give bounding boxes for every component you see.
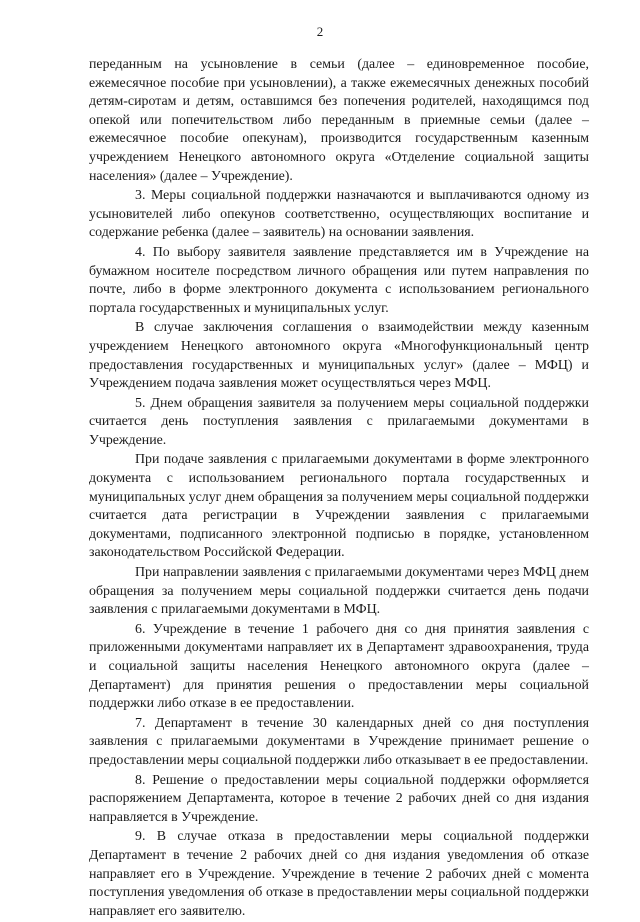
paragraph-continuation: переданным на усыновление в семьи (далее – единовременное пособие, ежемесячное пособие при усыновлении), а также ежемесячных денежных пособий детям-сиротам и детям, оставшимся без попечения родителей, находящимся под опекой или попечительством либо переданным в приемные семьи (далее – ежемесячное пособие опекунам), производится государственным казенным учреждением Ненецкого автономного округа «Отделение социальной защиты населения» (далее – Учреждение).	[89, 57, 589, 184]
paragraph-clause-3: 3. Меры социальной поддержки назначаются и выплачиваются одному из усыновителей либо опекунов соответственно, осуществляющих воспитание и содержание ребенка (далее – заявитель) на основании заявления.	[89, 188, 589, 241]
paragraph-clause-5-electronic: При подаче заявления с прилагаемыми документами в форме электронного документа с использованием регионального портала государственных и муниципальных услуг днем обращения за получением меры социальной поддержки считается дата регистрации в Учреждении заявления с прилагаемыми документами, подписанного электронной подписью в порядке, установленном законодательством Российской Федерации.	[89, 452, 589, 561]
document-body	[89, 56, 589, 922]
paragraph-clause-7: 7. Департамент в течение 30 календарных дней со дня поступления заявления с прилагаемыми документами в Учреждение принимает решение о предоставлении меры социальной поддержки либо отказывает в ее предоставлении.	[89, 715, 589, 768]
paragraph-clause-5: 5. Днем обращения заявителя за получением меры социальной поддержки считается день поступления заявления с прилагаемыми документами в Учреждение.	[89, 395, 589, 448]
paragraph-clause-4-mfc: В случае заключения соглашения о взаимодействии между казенным учреждением Ненецкого автономного округа «Многофункциональный центр предоставления государственных и муниципальных услуг» (далее – МФЦ) и Учреждением подача заявления может осуществляться через МФЦ.	[89, 320, 589, 392]
page-number: 2	[316, 24, 324, 39]
paragraph-clause-5-mfc: При направлении заявления с прилагаемыми документами через МФЦ днем обращения за получением меры социальной поддержки считается день подачи заявления с прилагаемыми документами в МФЦ.	[89, 565, 589, 618]
paragraph-clause-6: 6. Учреждение в течение 1 рабочего дня со дня принятия заявления с приложенными документами направляет их в Департамент здравоохранения, труда и социальной защиты населения Ненецкого автономного округа (далее – Департамент) для принятия решения о предоставлении меры социальной поддержки либо отказе в ее предоставлении.	[89, 621, 589, 712]
paragraph-clause-9: 9. В случае отказа в предоставлении меры социальной поддержки Департамент в течение 2 рабочих дней со дня издания уведомления об отказе направляет его в Учреждение. Учреждение в течение 2 рабочих дней с момента поступления уведомления об отказе в предоставлении меры социальной поддержки направляет его заявителю.	[89, 829, 589, 919]
paragraph-clause-8: 8. Решение о предоставлении меры социальной поддержки оформляется распоряжением Департамента, которое в течение 2 рабочих дней со дня издания направляется в Учреждение.	[89, 772, 589, 825]
paragraph-clause-4: 4. По выбору заявителя заявление представляется им в Учреждение на бумажном носителе посредством личного обращения или путем направления по почте, либо в форме электронного документа с использованием регионального портала государственных и муниципальных услуг.	[89, 244, 589, 316]
